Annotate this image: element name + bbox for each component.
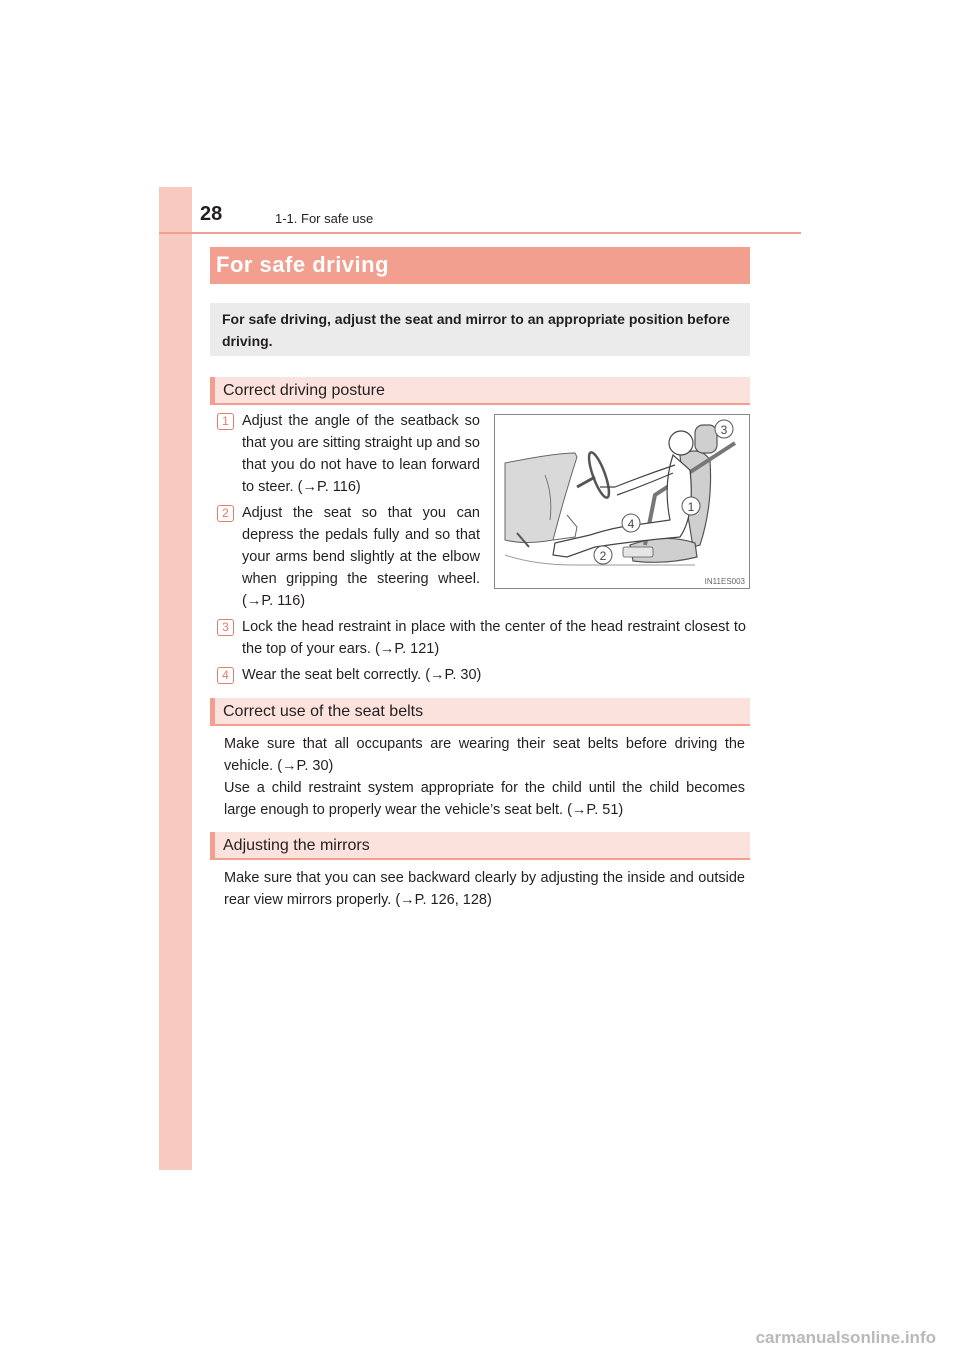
seatbelts-paragraph-1: Make sure that all occupants are wearing their seat belts before driving the vehicle. (→P. 30) xyxy=(224,736,745,774)
side-band xyxy=(159,187,192,1170)
header-rule xyxy=(159,232,801,234)
mirrors-paragraph: Make sure that you can see backward clearly by adjusting the inside and outside rear view mirrors properly. (→P. 126, 128) xyxy=(224,870,745,908)
page-title-band xyxy=(210,247,750,284)
callout-1-label: 1 xyxy=(687,500,695,514)
figure-code: IN11ES003 xyxy=(704,577,745,586)
page-title: For safe driving xyxy=(216,252,390,277)
posture-heading: Correct driving posture xyxy=(210,377,750,405)
callout-2-label: 2 xyxy=(599,549,607,563)
mirrors-heading: Adjusting the mirrors xyxy=(210,832,750,860)
page-number: 28 xyxy=(200,203,223,225)
footer-watermark: carmanualsonline.info xyxy=(755,1328,936,1347)
driving-posture-illustration xyxy=(494,414,750,589)
item-number-badge: 1 xyxy=(217,413,234,430)
posture-item-4: Wear the seat belt correctly. (→P. 30) xyxy=(242,667,482,683)
item-number-badge: 4 xyxy=(217,667,234,684)
posture-item-1: Adjust the angle of the seatback so that you are sitting straight up and so that you do not have to lean forward to steer. (→P. 116) xyxy=(242,413,480,495)
callout-3-label: 3 xyxy=(720,423,728,437)
intro-box: For safe driving, adjust the seat and mirror to an appropriate position before driving. xyxy=(210,303,750,356)
section-reference: 1-1. For safe use xyxy=(275,211,374,226)
posture-item-2: Adjust the seat so that you can depress the pedals fully and so that your arms bend slightly at the elbow when gripping the steering wheel. (→P. 116) xyxy=(242,505,480,609)
seatbelts-paragraph-2: Use a child restraint system appropriate for the child until the child becomes large enough to properly wear the vehicle’s seat belt. (→P. 51) xyxy=(224,780,745,818)
seatbelts-heading: Correct use of the seat belts xyxy=(210,698,750,726)
posture-item-3: Lock the head restraint in place with the center of the head restraint closest to the top of your ears. (→P. 121) xyxy=(242,619,746,657)
item-number-badge: 3 xyxy=(217,619,234,636)
driver-seat-drawing xyxy=(495,415,749,588)
item-number-badge: 2 xyxy=(217,505,234,522)
callout-4-label: 4 xyxy=(627,517,635,531)
